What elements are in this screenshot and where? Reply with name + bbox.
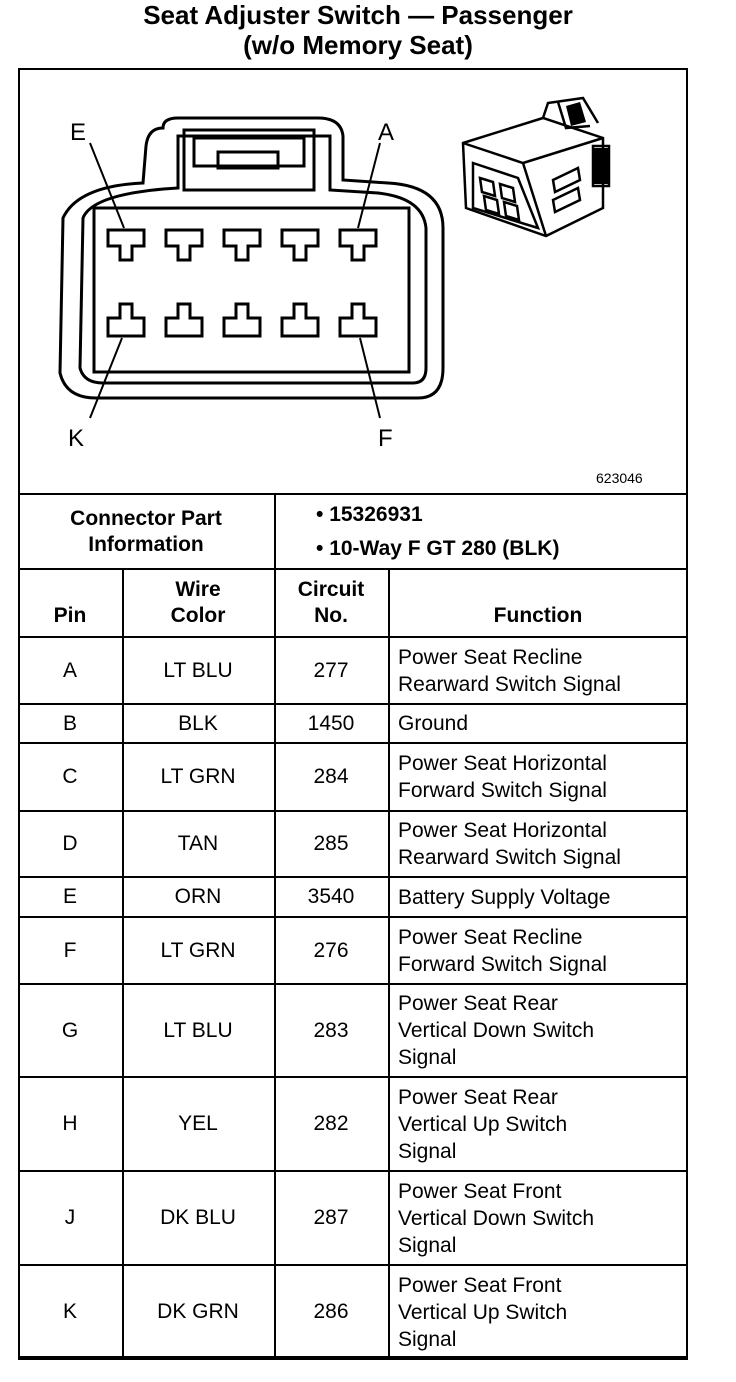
table-cell-circuit: 276 <box>313 938 349 962</box>
table-cell-circuit: 283 <box>313 1018 349 1042</box>
table-cell-wire-color: BLK <box>178 711 218 735</box>
connector-part-number: • 15326931 <box>316 503 423 526</box>
table-cell-wire-color: YEL <box>178 1112 218 1135</box>
table-cell-circuit: 3540 <box>307 885 355 908</box>
table-cell-pin: J <box>64 1206 76 1229</box>
table-cell-function: Power Seat Horizontal Rearward Switch Signal <box>398 819 621 869</box>
table-row-border <box>18 1358 688 1360</box>
connector-diagram <box>18 68 688 494</box>
table-cell-function: Power Seat Rear Vertical Down Switch Signal <box>398 992 595 1069</box>
label-pin-f: F <box>378 425 393 452</box>
table-cell-wire-color: ORN <box>174 885 222 908</box>
table-cell-wire-color: DK BLU <box>160 1206 236 1229</box>
table-cell-function: Power Seat Rear Vertical Up Switch Signal <box>398 1085 568 1163</box>
table-cell-pin: B <box>62 711 77 735</box>
table-cell-circuit: 277 <box>313 658 349 682</box>
table-cell-function: Power Seat Recline Rearward Switch Signal <box>398 645 621 696</box>
page-subtitle: (w/o Memory Seat) <box>243 30 473 60</box>
header-wire-color: Wire Color <box>170 578 226 627</box>
table-cell-wire-color: LT GRN <box>160 765 236 788</box>
header-circuit: Circuit No. <box>297 578 365 627</box>
table-cell-wire-color: LT BLU <box>163 1018 233 1042</box>
table-cell-wire-color: LT GRN <box>160 938 236 962</box>
figure-id: 623046 <box>596 470 643 486</box>
table-cell-pin: G <box>61 1018 79 1042</box>
table-cell-circuit: 282 <box>313 1112 349 1135</box>
table-cell-circuit: 1450 <box>307 711 355 735</box>
table-cell-function: Power Seat Front Vertical Up Switch Signal <box>398 1273 568 1351</box>
table-cell-circuit: 287 <box>313 1206 349 1229</box>
table-cell-pin: C <box>62 765 78 788</box>
table-cell-pin: K <box>62 1300 77 1323</box>
table-cell-circuit: 284 <box>313 765 349 788</box>
label-pin-e: E <box>70 119 87 146</box>
terminal-row-bottom <box>108 304 376 336</box>
table-cell-pin: H <box>62 1112 78 1135</box>
header-function: Function <box>493 604 583 627</box>
table-cell-circuit: 286 <box>313 1300 349 1323</box>
page-title: Seat Adjuster Switch — Passenger <box>143 0 573 30</box>
table-cell-pin: D <box>62 832 78 855</box>
table-cell-function: Battery Supply Voltage <box>398 885 611 909</box>
label-pin-a: A <box>378 119 395 146</box>
table-cell-function: Power Seat Recline Forward Switch Signal <box>398 925 607 976</box>
table-cell-pin: E <box>62 885 77 908</box>
table-cell-pin: F <box>63 938 77 962</box>
table-cell-wire-color: TAN <box>177 832 219 855</box>
table-cell-function: Power Seat Horizontal Forward Switch Signal <box>398 752 607 802</box>
label-pin-k: K <box>68 425 85 452</box>
info-divider <box>274 493 276 569</box>
table-cell-pin: A <box>62 658 77 682</box>
connector-info-label: Connector Part Information <box>70 506 222 556</box>
header-pin: Pin <box>53 604 87 627</box>
table-cell-circuit: 285 <box>313 832 349 855</box>
table-cell-function: Ground <box>398 712 469 735</box>
table-cell-function: Power Seat Front Vertical Down Switch Signal <box>398 1179 595 1257</box>
connector-type: • 10-Way F GT 280 (BLK) <box>316 537 560 560</box>
connector-isometric-sketch <box>463 98 609 236</box>
table-cell-wire-color: DK GRN <box>157 1300 239 1323</box>
terminal-row-top <box>108 230 376 260</box>
table-cell-wire-color: LT BLU <box>163 658 233 682</box>
